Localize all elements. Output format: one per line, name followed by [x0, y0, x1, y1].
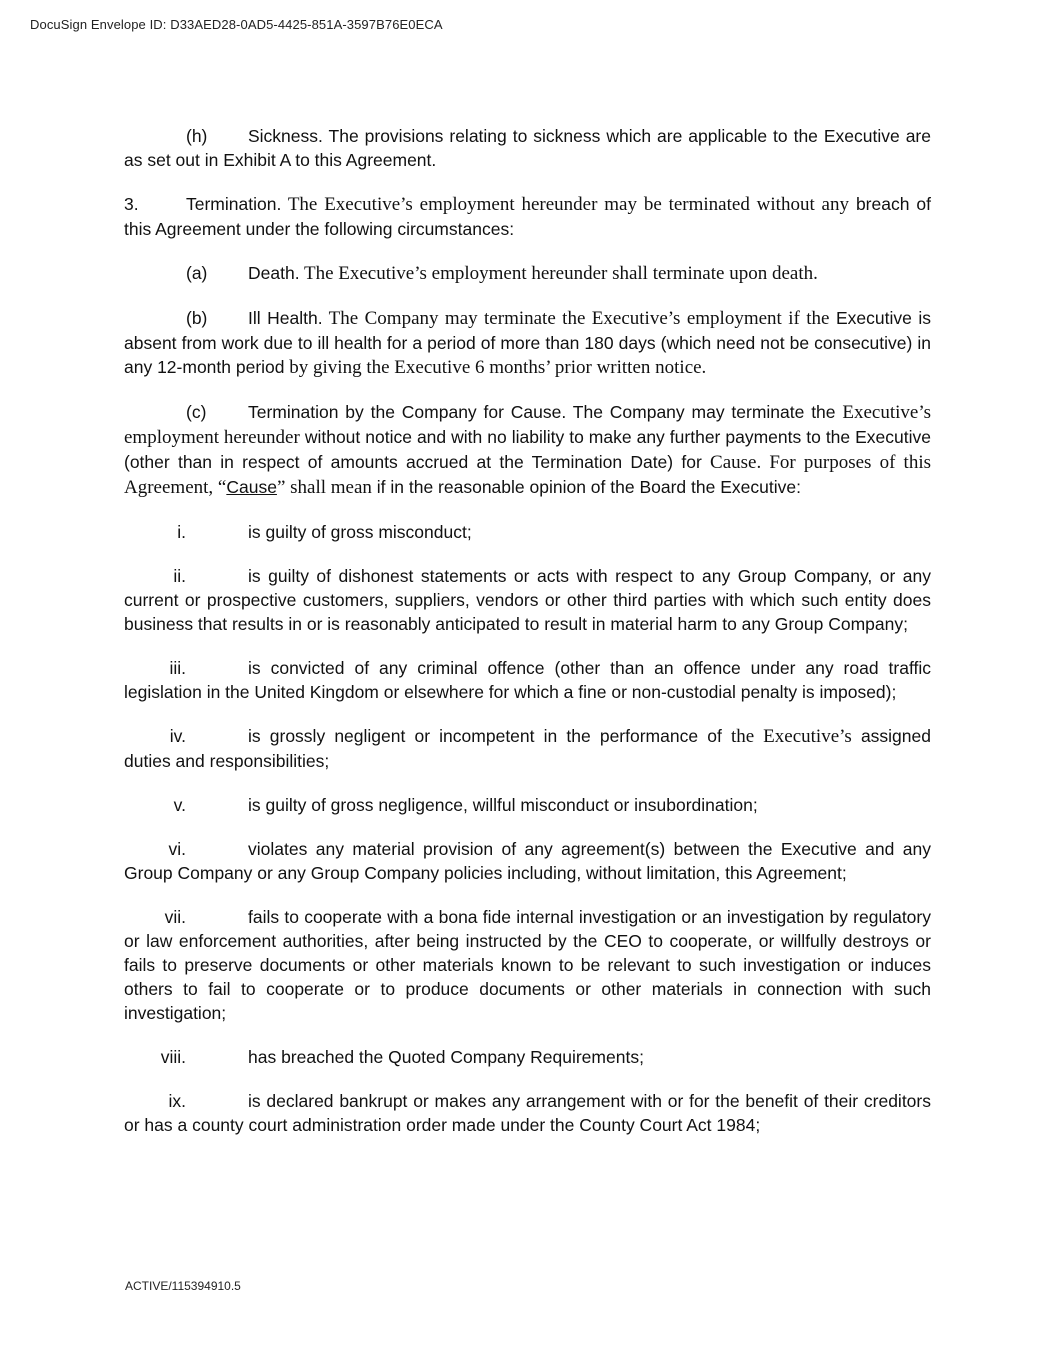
item-text: violates any material provision of any agreement(s) between the Executive and any Group Company or any Group Company policies including, without limitation, this Agreement;	[124, 839, 931, 883]
section-heading: Ill Health.	[248, 308, 323, 328]
item-numeral: iv.	[169, 726, 186, 746]
item-text-end: assigned duties and responsibilities;	[124, 726, 931, 771]
list-item	[124, 793, 931, 817]
section-text: breach of this Agreement under the following circumstances:	[124, 194, 931, 239]
item-text: has breached the Quoted Company Requirements;	[248, 1047, 644, 1067]
section-text-3: if in the reasonable opinion of the Board the Executive:	[371, 477, 801, 497]
list-item	[124, 656, 931, 704]
item-text: is declared bankrupt or makes any arrangement with or for the benefit of their creditors or has a county court administration order made under the County Court Act 1984;	[124, 1091, 931, 1135]
item-numeral: viii.	[160, 1047, 186, 1067]
item-numeral: ix.	[168, 1091, 186, 1111]
section-h-sickness	[124, 124, 931, 172]
docusign-envelope-id: DocuSign Envelope ID: D33AED28-0AD5-4425-851A-3597B76E0ECA	[30, 17, 443, 32]
list-item	[124, 905, 931, 1025]
list-item	[124, 724, 931, 773]
section-text-serif: The Executive’s employment hereunder shall terminate upon death.	[299, 263, 818, 284]
section-b-ill-health	[124, 306, 931, 380]
section-label: (c)	[186, 402, 207, 422]
list-item	[124, 1089, 931, 1137]
section-text-serif: The Executive’s employment hereunder may be terminated without any	[281, 194, 849, 215]
section-text-serif-3: ” shall mean	[276, 477, 372, 498]
section-label: (b)	[186, 308, 208, 328]
item-text-serif: the Executive’s	[730, 726, 852, 747]
section-heading: Death.	[248, 263, 300, 283]
section-text-serif-2: by giving the Executive 6 months’ prior written notice.	[284, 357, 707, 378]
list-item	[124, 564, 931, 636]
item-numeral: i.	[177, 522, 186, 542]
section-c-cause	[124, 400, 931, 500]
section-a-death	[124, 261, 931, 286]
section-text: The provisions relating to sickness which are applicable to the Executive are as set out in Exhibit A to this Agreement.	[124, 126, 931, 170]
item-text: fails to cooperate with a bona fide internal investigation or an investigation by regulatory or law enforcement authorities, after being instructed by the CEO to cooperate, or willfully destroys or fails to preserve documents or other materials known to be relevant to such investigation or induces others to fail to cooperate or to produce documents or other materials in connection with such investigation;	[124, 907, 931, 1023]
section-text-1: The Company may terminate the	[566, 402, 843, 422]
section-text: Executive is absent from work due to ill health for a period of more than 180 days (which need not be consecutive) in any 12-month period	[124, 308, 931, 377]
item-numeral: vi.	[168, 839, 186, 859]
section-3-termination	[124, 192, 931, 241]
section-text-serif: The Company may terminate the Executive’s employment if the	[322, 308, 830, 329]
item-numeral: v.	[173, 795, 186, 815]
section-text-2: without notice and with no liability to make any further payments to the Executive (other than in respect of amounts accrued at the Termination Date) for	[124, 427, 932, 472]
section-text-serif-1: Executive’s employment hereunder	[124, 402, 932, 448]
item-text: is guilty of gross misconduct;	[248, 522, 472, 542]
item-text: is grossly negligent or incompetent in the performance of	[248, 726, 731, 746]
list-item	[124, 1045, 931, 1069]
item-numeral: iii.	[169, 658, 186, 678]
item-text: is guilty of gross negligence, willful misconduct or insubordination;	[248, 795, 758, 815]
item-numeral: ii.	[173, 566, 186, 586]
section-label: (a)	[186, 263, 208, 283]
list-item	[124, 837, 931, 885]
item-text: is convicted of any criminal offence (other than an offence under any road traffic legislation in the United Kingdom or elsewhere for which a fine or non-custodial penalty is imposed);	[124, 658, 931, 702]
section-text-serif-2: Cause. For purposes of this Agreement, “	[124, 452, 932, 498]
document-reference: ACTIVE/115394910.5	[125, 1279, 241, 1293]
section-number: 3.	[124, 194, 139, 214]
section-heading: Termination by the Company for Cause.	[248, 402, 567, 422]
section-label: (h)	[186, 126, 208, 146]
section-heading: Sickness.	[248, 126, 323, 146]
document-body	[124, 124, 931, 1157]
item-numeral: vii.	[164, 907, 186, 927]
section-heading: Termination.	[186, 194, 282, 214]
item-text: is guilty of dishonest statements or acts with respect to any Group Company, or any current or prospective customers, suppliers, vendors or other third parties with which such entity does business that results in or is reasonably anticipated to result in material harm to any Group Company;	[124, 566, 931, 634]
list-item	[124, 520, 931, 544]
cause-defined-term: Cause	[226, 477, 277, 497]
